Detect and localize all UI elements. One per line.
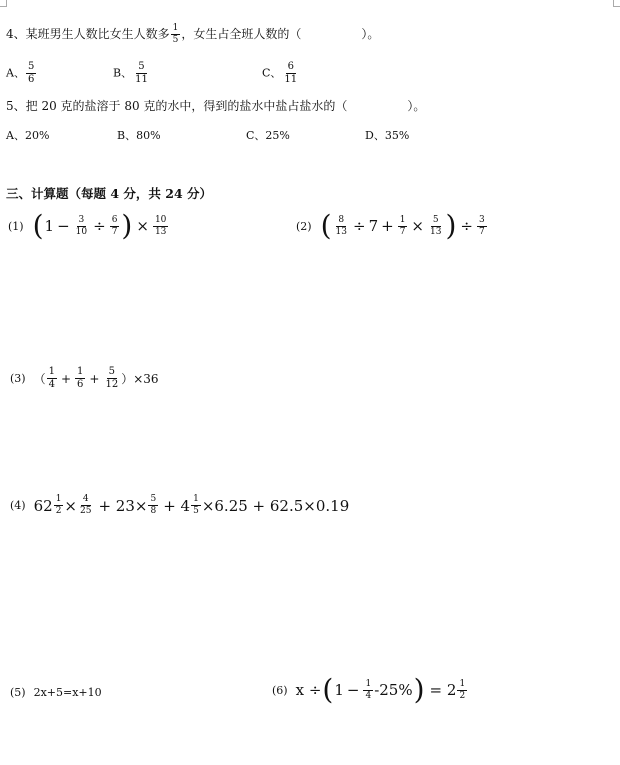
fraction-numerator: 5	[27, 61, 35, 72]
fraction	[78, 495, 93, 516]
left-paren: (	[322, 673, 334, 706]
question-4-fraction	[171, 24, 181, 45]
problem-label: (5)	[10, 686, 26, 699]
fraction	[428, 216, 443, 237]
expression-tail: ×6.25 + 62.5×0.19	[201, 496, 350, 515]
percent-term: -25%	[374, 681, 413, 699]
fraction-numerator: 1	[48, 366, 55, 377]
problem-5	[10, 686, 102, 699]
fraction-denominator: 25	[80, 506, 92, 516]
fraction-denominator: 11	[284, 74, 298, 85]
problem-label: (2)	[296, 219, 312, 233]
fraction-denominator: 7	[399, 226, 406, 237]
fraction-numerator: 1	[459, 678, 466, 689]
page-corner-mark-left	[0, 0, 7, 7]
number: 1	[44, 217, 55, 235]
right-paren: )	[445, 209, 457, 242]
problem-label: (6)	[272, 683, 288, 697]
question-5-option-b: B、80%	[117, 129, 161, 142]
fraction-numerator: 1	[55, 494, 62, 504]
fraction-denominator: 10	[75, 226, 88, 237]
times-sign: ×	[136, 217, 149, 235]
mixed-number-integer: + 4	[163, 496, 191, 515]
problem-6	[272, 673, 468, 706]
option-label: A、	[6, 66, 25, 80]
fraction-numerator: 5	[138, 61, 145, 72]
fraction-numerator: 5	[108, 366, 116, 377]
fraction-denominator: 11	[135, 74, 148, 85]
right-paren: )	[121, 209, 133, 242]
fraction	[191, 495, 201, 516]
fraction-numerator: 1	[399, 214, 406, 225]
divide-sign: ÷	[93, 217, 106, 235]
fraction-numerator: 4	[82, 494, 89, 504]
fraction	[75, 367, 85, 390]
question-4	[6, 24, 379, 45]
problem-2	[296, 209, 488, 242]
times-sign: ×	[64, 496, 77, 515]
option-fraction	[133, 62, 150, 85]
fraction	[334, 216, 349, 237]
problem-4	[10, 495, 349, 516]
fraction-denominator: 7	[111, 226, 118, 237]
fraction-numerator: 3	[478, 214, 485, 225]
option-fraction	[26, 62, 36, 85]
option-label: C、	[262, 66, 282, 80]
fraction	[103, 367, 120, 390]
fraction	[457, 680, 467, 701]
fraction-denominator: 13	[335, 226, 347, 237]
question-4-option-a	[6, 62, 37, 85]
fraction-numerator: 6	[287, 61, 294, 72]
plus-sign: +	[60, 371, 72, 386]
fraction	[74, 216, 89, 237]
question-4-prefix: 4、某班男生人数比女生人数多	[6, 27, 170, 41]
divide-sign: ÷	[352, 217, 366, 235]
page-corner-mark-right	[613, 0, 620, 7]
number: 7	[368, 217, 379, 235]
fraction-denominator: 13	[430, 226, 442, 237]
number: 1	[334, 681, 344, 699]
question-4-suffix: ，女生占全班人数的（ ）。	[181, 27, 380, 41]
fraction-numerator: 1	[365, 678, 372, 689]
fraction	[153, 216, 168, 237]
fraction	[477, 216, 487, 237]
fraction-denominator: 12	[105, 379, 119, 390]
fraction-denominator: 5	[193, 506, 199, 516]
right-paren-multiplier: ）×36	[121, 372, 159, 386]
problem-label: (1)	[8, 219, 24, 233]
minus-sign: −	[346, 681, 360, 699]
fraction-numerator: 5	[432, 214, 439, 225]
equals-value: = 2	[429, 681, 457, 699]
mixed-number-integer: 62	[33, 496, 53, 515]
problem-1	[8, 209, 169, 242]
expression-part: + 23×	[98, 496, 148, 515]
fraction-denominator: 4	[365, 690, 372, 701]
left-paren: (	[32, 209, 44, 242]
times-sign: ×	[411, 217, 424, 235]
fraction-numerator: 5	[150, 494, 157, 504]
minus-sign: −	[57, 217, 70, 235]
question-4-option-b	[113, 62, 151, 85]
option-fraction	[282, 62, 299, 85]
fraction-numerator: 8	[338, 214, 345, 225]
plus-sign: +	[381, 217, 394, 235]
fraction	[110, 216, 120, 237]
fraction-denominator: 2	[55, 506, 62, 516]
question-5-option-a: A、20%	[6, 129, 50, 142]
equation: 2x+5=x+10	[33, 686, 102, 699]
fraction-denominator: 6	[27, 74, 35, 85]
fraction-denominator: 13	[154, 226, 167, 237]
fraction-numerator: 3	[78, 214, 85, 225]
fraction	[54, 495, 64, 516]
fraction-denominator: 5	[172, 35, 179, 45]
fraction	[47, 367, 57, 390]
fraction-numerator: 10	[154, 214, 167, 225]
fraction-numerator: 1	[172, 23, 179, 33]
plus-sign: +	[89, 371, 100, 386]
fraction-denominator: 6	[77, 379, 84, 390]
fraction-denominator: 4	[48, 379, 55, 390]
fraction	[398, 216, 408, 237]
option-label: B、	[113, 66, 133, 80]
expression-part: x ÷	[295, 681, 322, 699]
left-paren: (	[320, 209, 332, 242]
fraction-numerator: 6	[111, 214, 118, 225]
problem-label: (4)	[10, 499, 26, 512]
fraction-denominator: 8	[150, 506, 157, 516]
fraction	[363, 680, 373, 701]
fraction	[148, 495, 158, 516]
left-paren: （	[33, 372, 46, 386]
fraction-denominator: 2	[459, 690, 466, 701]
section-3-heading: 三、计算题（每题 4 分，共 24 分）	[6, 186, 213, 201]
fraction-numerator: 1	[193, 494, 199, 504]
divide-sign: ÷	[460, 217, 473, 235]
question-4-option-c	[262, 62, 300, 85]
fraction-denominator: 7	[478, 226, 485, 237]
problem-label: (3)	[10, 372, 26, 385]
problem-3	[10, 367, 159, 390]
fraction-numerator: 1	[77, 366, 84, 377]
question-5-option-c: C、25%	[246, 129, 290, 142]
question-5: 5、把 20 克的盐溶于 80 克的水中，得到的盐水中盐占盐水的（ ）。	[6, 99, 426, 113]
right-paren: )	[413, 673, 425, 706]
question-5-option-d: D、35%	[365, 129, 410, 142]
